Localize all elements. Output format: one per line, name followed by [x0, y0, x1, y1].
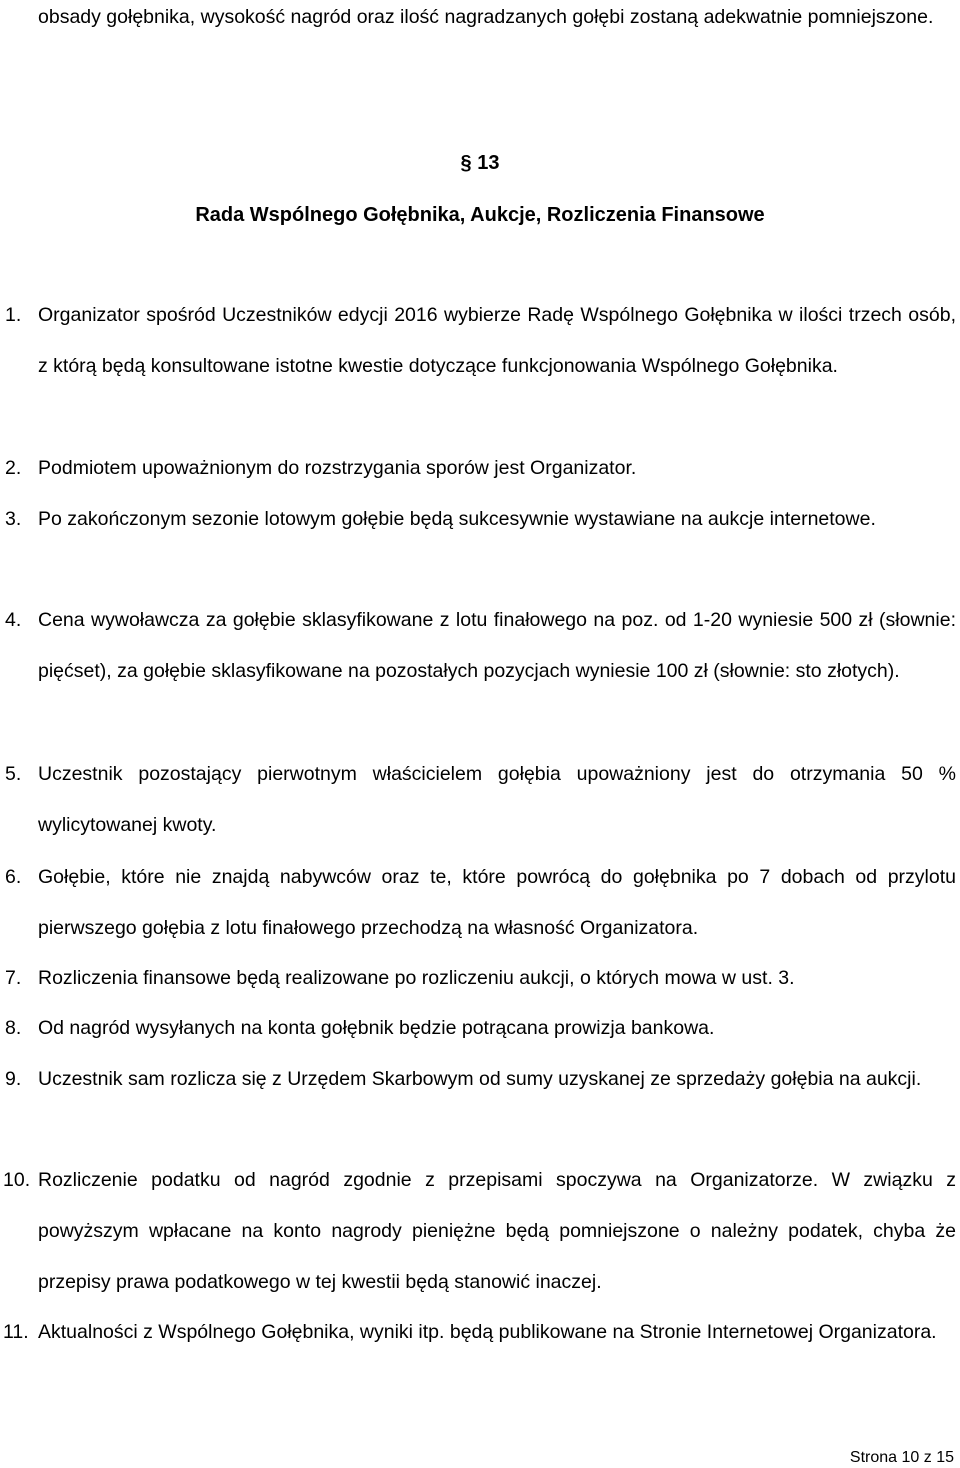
item-number: 11. — [3, 1321, 29, 1343]
item-text: Rozliczenia finansowe będą realizowane po rozliczeniu aukcji, o których mowa w ust. 3. — [38, 967, 795, 989]
section-number: § 13 — [460, 152, 500, 174]
item-text: Gołębie, które nie znajdą nabywców oraz te, które powrócą do gołębnika po 7 dobach od przylotu pierwszego gołębia z lotu finałowego przechodzą na własność Organizatora. — [38, 866, 956, 939]
item-text: Od nagród wysyłanych na konta gołębnik będzie potrącana prowizja bankowa. — [38, 1017, 715, 1039]
item-number: 9. — [5, 1068, 22, 1090]
list-item — [0, 595, 956, 697]
list-item — [0, 852, 956, 954]
list-item — [0, 1155, 956, 1308]
item-text: Uczestnik pozostający pierwotnym właścicielem gołębia upoważniony jest do otrzymania 50 % wylicytowanej kwoty. — [38, 763, 956, 836]
item-number: 10. — [3, 1169, 31, 1191]
intro-paragraph: obsady gołębnika, wysokość nagród oraz ilość nagradzanych gołębi zostaną adekwatnie pomniejszone. — [38, 6, 934, 28]
list-item — [0, 1054, 956, 1105]
item-number: 8. — [5, 1017, 22, 1039]
item-text: Po zakończonym sezonie lotowym gołębie będą sukcesywnie wystawiane na aukcje internetowe. — [38, 508, 876, 530]
list-item — [0, 443, 956, 494]
item-text: Uczestnik sam rozlicza się z Urzędem Skarbowym od sumy uzyskanej ze sprzedaży gołębia na aukcji. — [38, 1068, 922, 1090]
item-text: Aktualności z Wspólnego Gołębnika, wyniki itp. będą publikowane na Stronie Internetowej Organizatora. — [38, 1321, 937, 1343]
item-text: Rozliczenie podatku od nagród zgodnie z przepisami spoczywa na Organizatorze. W związku z powyższym wpłacane na konto nagrody pieniężne będą pomniejszone o należny podatek, chyba że przepisy prawa podatkowego w tej kwestii będą stanowić inaczej. — [38, 1169, 956, 1293]
item-text: Organizator spośród Uczestników edycji 2016 wybierze Radę Wspólnego Gołębnika w ilości trzech osób, z którą będą konsultowane istotne kwestie dotyczące funkcjonowania Wspólnego Gołębnika. — [38, 304, 956, 377]
list-item — [0, 1003, 956, 1054]
item-number: 5. — [5, 763, 22, 785]
page-number-footer: Strona 10 z 15 — [849, 1449, 954, 1466]
list-item — [0, 953, 956, 1004]
item-number: 4. — [5, 609, 22, 631]
list-item — [0, 749, 956, 851]
item-text: Podmiotem upoważnionym do rozstrzygania sporów jest Organizator. — [38, 457, 637, 479]
list-item — [0, 494, 956, 545]
item-number: 1. — [5, 304, 22, 326]
item-number: 2. — [5, 457, 22, 479]
list-item — [0, 290, 956, 392]
item-number: 3. — [5, 508, 22, 530]
item-text: Cena wywoławcza za gołębie sklasyfikowane z lotu finałowego na poz. od 1-20 wyniesie 500 zł (słownie: pięćset), za gołębie sklasyfikowane na pozostałych pozycjach wyniesie 100 zł (słownie: sto złotych). — [38, 609, 956, 682]
item-number: 7. — [5, 967, 22, 989]
section-title: Rada Wspólnego Gołębnika, Aukcje, Rozliczenia Finansowe — [195, 204, 765, 226]
item-number: 6. — [5, 866, 22, 888]
list-item — [0, 1307, 956, 1358]
